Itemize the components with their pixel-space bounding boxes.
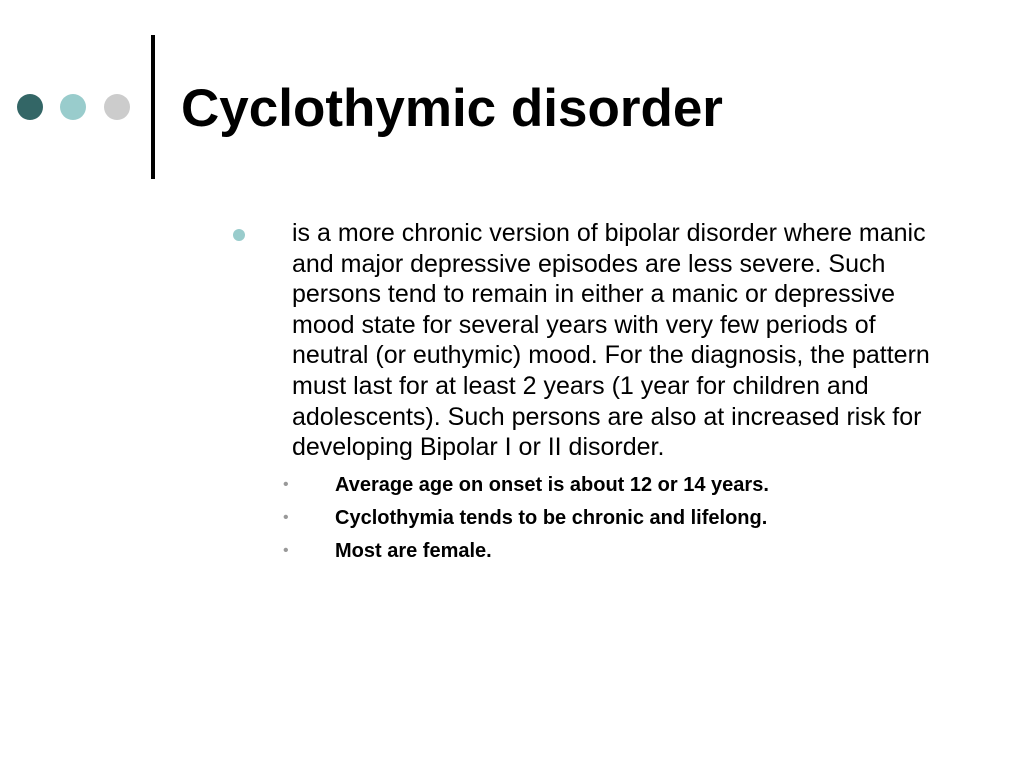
main-bullet-text: is a more chronic version of bipolar disorder where manic and major depressive episodes are less severe. Such persons tend to remain in either a manic or depressive mood state for several years with very few periods of neutral (or euthymic) mood. For the diagnosis, the pattern must last for at least 2 years (1 year for children and adolescents). Such persons are also at increased risk for developing Bipolar I or II disorder.: [292, 219, 930, 462]
slide-title: Cyclothymic disorder: [181, 79, 723, 138]
sub-bullet-icon: •: [283, 508, 289, 526]
decorative-dot-gray: [104, 94, 130, 120]
sub-bullet-item: [230, 473, 960, 497]
slide-body: [230, 218, 960, 572]
title-divider-rule: [151, 35, 155, 179]
sub-bullet-text: Average age on onset is about 12 or 14 years.: [335, 473, 769, 496]
decorative-dot-teal: [60, 94, 86, 120]
sub-bullet-icon: •: [283, 475, 289, 493]
sub-bullet-item: [230, 539, 960, 563]
sub-bullet-item: [230, 506, 960, 530]
sub-bullet-list: [230, 473, 960, 563]
main-bullet-item: [230, 218, 960, 463]
decorative-dot-dark: [17, 94, 43, 120]
sub-bullet-text: Cyclothymia tends to be chronic and lifelong.: [335, 506, 768, 529]
sub-bullet-text: Most are female.: [335, 539, 492, 562]
bullet-dot-icon: [233, 229, 245, 241]
sub-bullet-icon: •: [283, 541, 289, 559]
